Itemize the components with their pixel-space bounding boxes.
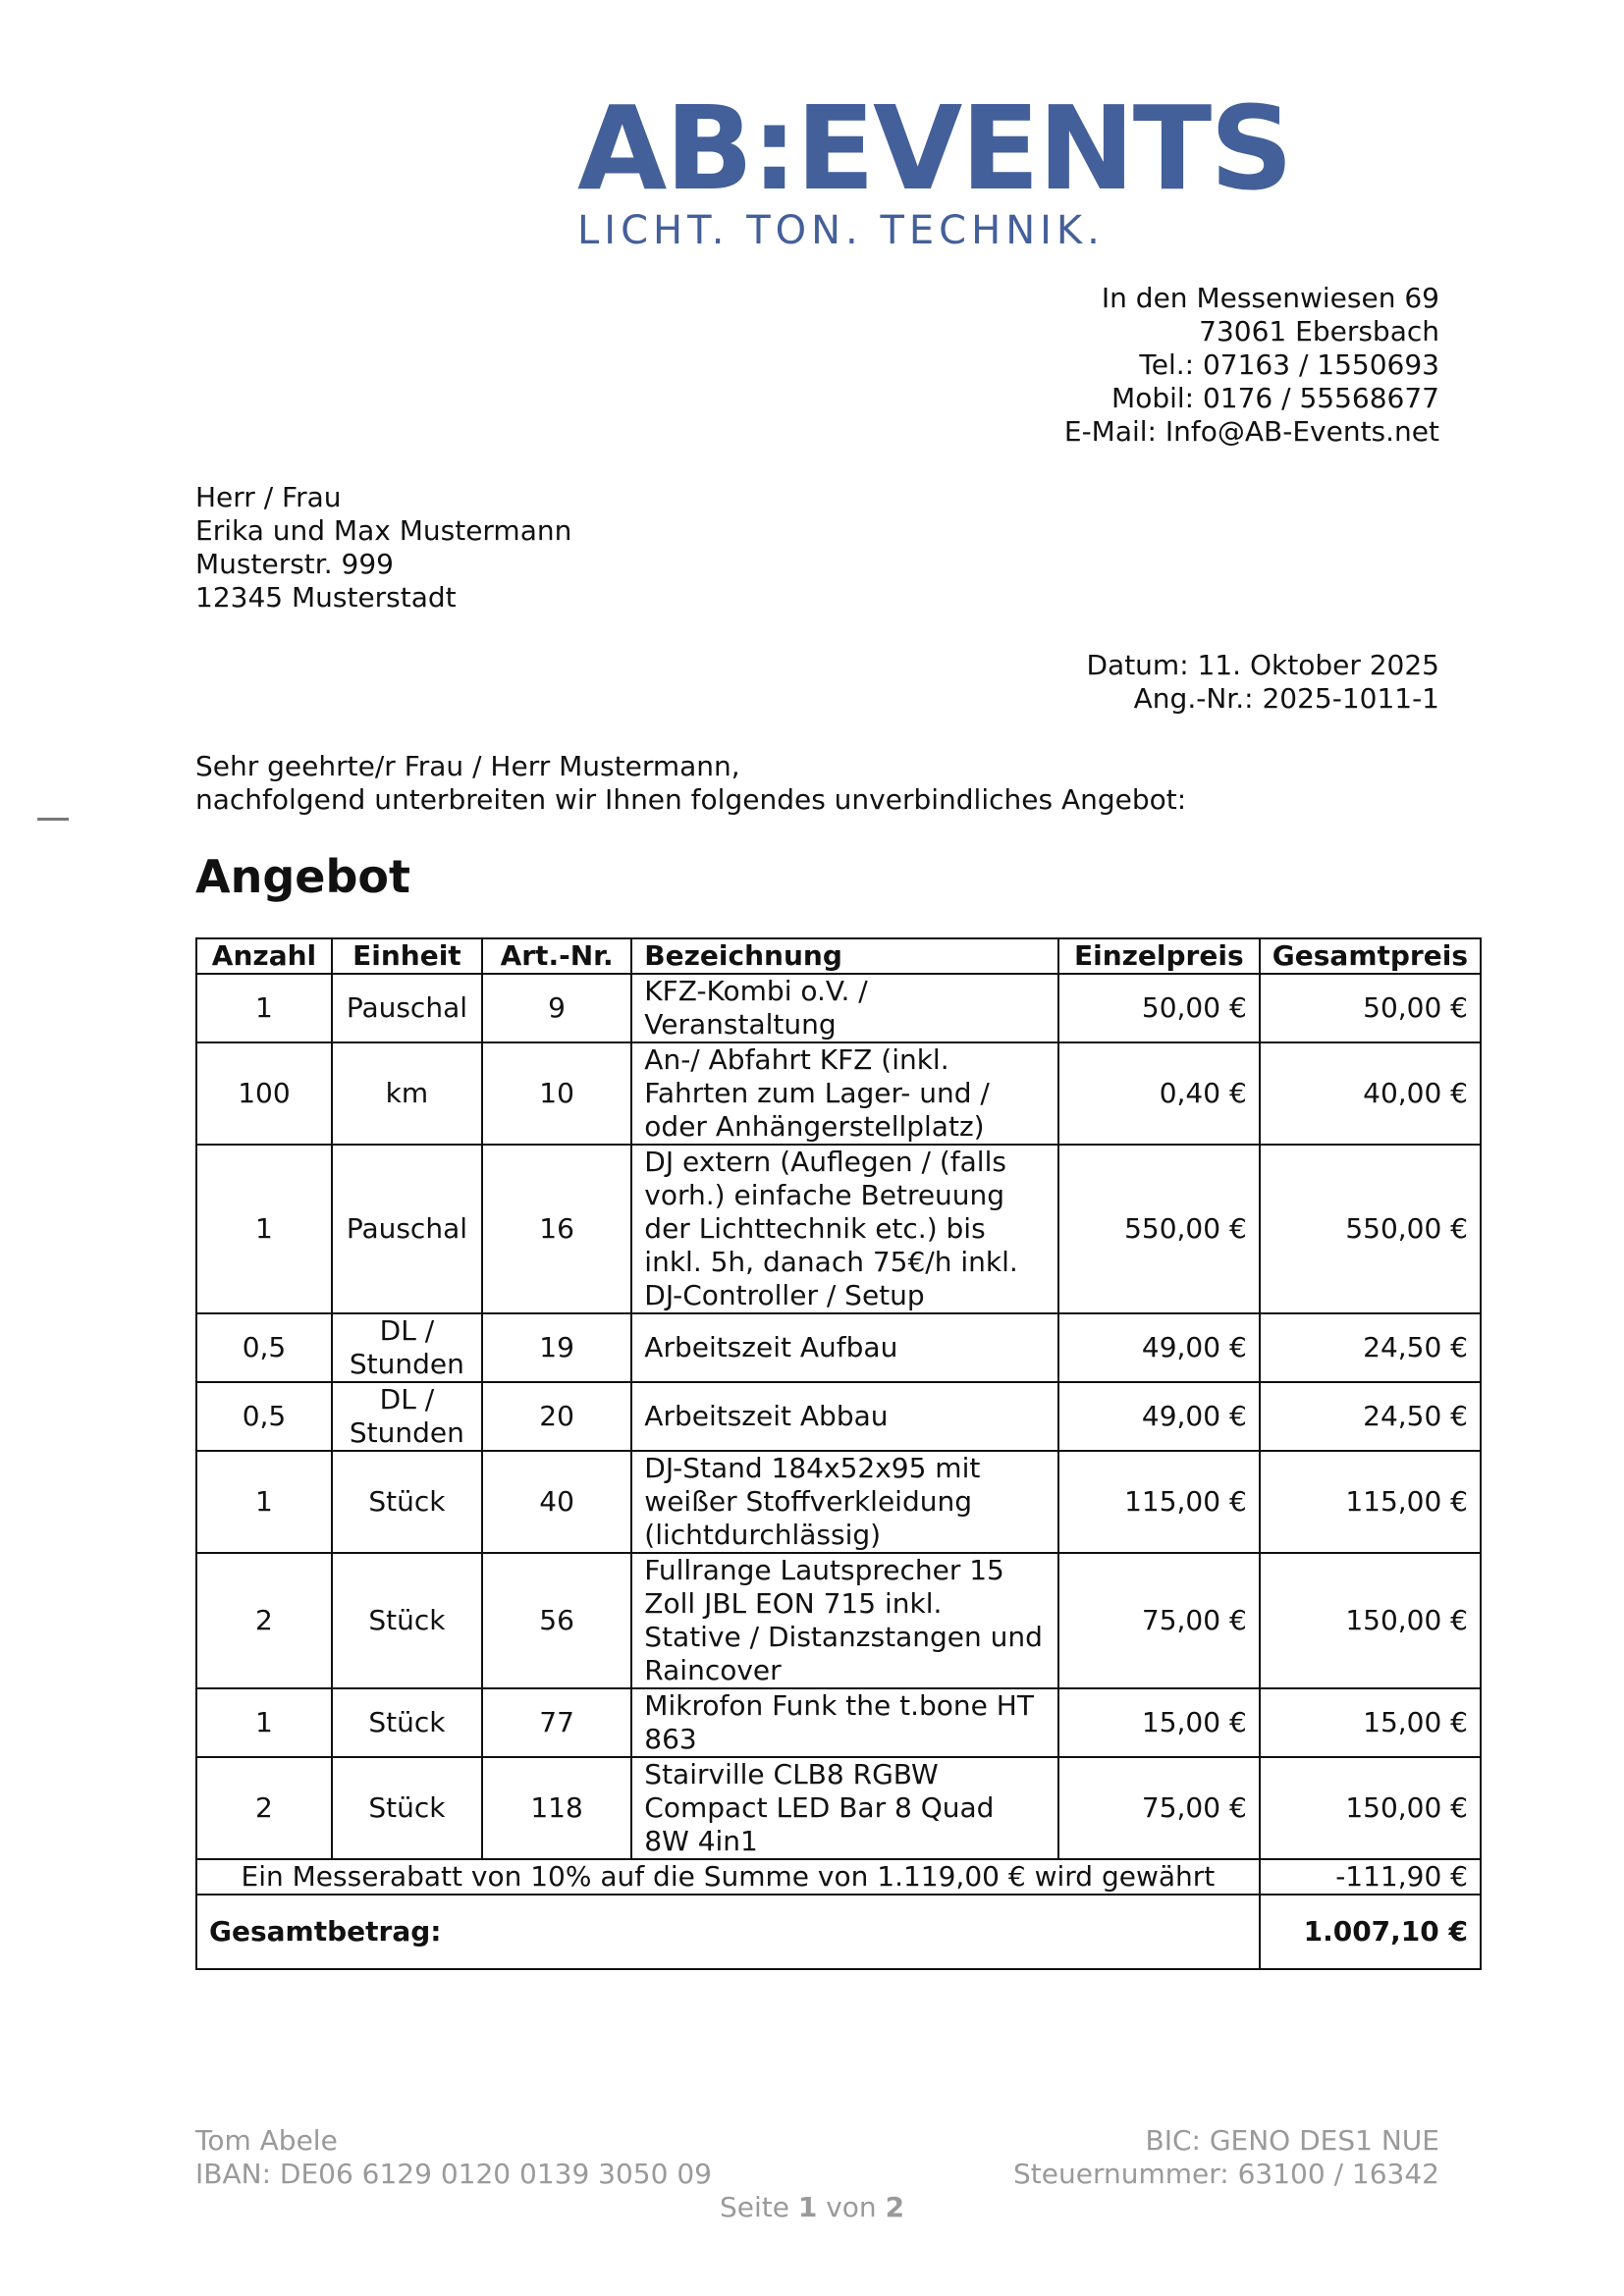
cell-total: 24,50 € [1260, 1382, 1481, 1451]
total-row [196, 1895, 1481, 1969]
cell-price: 49,00 € [1058, 1382, 1260, 1451]
sender-mobile: Mobil: 0176 / 55568677 [1111, 382, 1439, 414]
cell-desc: DJ extern (Auflegen / (falls vorh.) einfache Betreuung der Lichttechnik etc.) bis inkl. 5h, danach 75€/h inkl. DJ-Controller / Setup [631, 1145, 1058, 1313]
cell-art: 40 [482, 1451, 631, 1553]
table-row [196, 1145, 1481, 1313]
page-word: Seite [719, 2191, 789, 2223]
cell-total: 15,00 € [1260, 1688, 1481, 1757]
cell-price: 75,00 € [1058, 1757, 1260, 1859]
footer-left [195, 2124, 712, 2191]
cell-unit: Pauschal [332, 974, 482, 1042]
recipient-name: Erika und Max Mustermann [195, 514, 572, 547]
header-einheit: Einheit [332, 938, 482, 974]
cell-qty: 1 [196, 974, 332, 1042]
cell-total: 150,00 € [1260, 1757, 1481, 1859]
cell-unit: Stück [332, 1757, 482, 1859]
table-row [196, 974, 1481, 1042]
cell-desc: Fullrange Lautsprecher 15 Zoll JBL EON 715 inkl. Stative / Distanzstangen und Raincover [631, 1553, 1058, 1688]
document-title: Angebot [195, 850, 410, 903]
cell-art: 77 [482, 1688, 631, 1757]
recipient-salutation: Herr / Frau [195, 481, 342, 513]
intro-sentence: nachfolgend unterbreiten wir Ihnen folgendes unverbindliches Angebot: [195, 783, 1187, 816]
offer-meta [1086, 649, 1439, 716]
total-label: Gesamtbetrag: [196, 1895, 1260, 1969]
footer-right [1013, 2124, 1439, 2191]
footer-name: Tom Abele [195, 2124, 338, 2157]
cell-price: 0,40 € [1058, 1042, 1260, 1145]
cell-total: 40,00 € [1260, 1042, 1481, 1145]
cell-unit: DL / Stunden [332, 1382, 482, 1451]
cell-desc: Mikrofon Funk the t.bone HT 863 [631, 1688, 1058, 1757]
cell-qty: 2 [196, 1553, 332, 1688]
cell-unit: DL / Stunden [332, 1313, 482, 1382]
cell-price: 75,00 € [1058, 1553, 1260, 1688]
cell-art: 56 [482, 1553, 631, 1688]
header-gesamtpreis: Gesamtpreis [1260, 938, 1481, 974]
fold-mark [37, 818, 69, 821]
offer-number: Ang.-Nr.: 2025-1011-1 [1133, 682, 1439, 715]
table-header-row [196, 938, 1481, 974]
table-row [196, 1688, 1481, 1757]
cell-total: 24,50 € [1260, 1313, 1481, 1382]
discount-value: -111,90 € [1260, 1859, 1481, 1895]
greeting: Sehr geehrte/r Frau / Herr Mustermann, [195, 750, 740, 782]
cell-price: 115,00 € [1058, 1451, 1260, 1553]
cell-unit: Pauschal [332, 1145, 482, 1313]
page-of: von [826, 2191, 877, 2223]
cell-desc: An-/ Abfahrt KFZ (inkl. Fahrten zum Lager- und / oder Anhängerstellplatz) [631, 1042, 1058, 1145]
recipient-street: Musterstr. 999 [195, 548, 394, 580]
footer-tax: Steuernummer: 63100 / 16342 [1013, 2158, 1439, 2190]
logo-wordmark: AB:EVENTS [577, 80, 1292, 216]
table-row [196, 1313, 1481, 1382]
cell-price: 50,00 € [1058, 974, 1260, 1042]
recipient-city: 12345 Musterstadt [195, 581, 457, 614]
header-art-nr: Art.-Nr. [482, 938, 631, 974]
offer-table [195, 937, 1482, 1970]
sender-street: In den Messenwiesen 69 [1101, 282, 1439, 314]
sender-phone: Tel.: 07163 / 1550693 [1139, 348, 1439, 381]
cell-desc: Arbeitszeit Aufbau [631, 1313, 1058, 1382]
cell-total: 50,00 € [1260, 974, 1481, 1042]
offer-date: Datum: 11. Oktober 2025 [1086, 649, 1439, 681]
page-number [0, 2191, 1624, 2223]
cell-qty: 2 [196, 1757, 332, 1859]
cell-price: 49,00 € [1058, 1313, 1260, 1382]
cell-qty: 0,5 [196, 1382, 332, 1451]
cell-qty: 100 [196, 1042, 332, 1145]
header-anzahl: Anzahl [196, 938, 332, 974]
cell-total: 550,00 € [1260, 1145, 1481, 1313]
cell-art: 19 [482, 1313, 631, 1382]
company-logo [577, 80, 1292, 253]
cell-art: 9 [482, 974, 631, 1042]
total-value: 1.007,10 € [1260, 1895, 1481, 1969]
cell-price: 550,00 € [1058, 1145, 1260, 1313]
cell-unit: km [332, 1042, 482, 1145]
footer-bic: BIC: GENO DES1 NUE [1145, 2124, 1439, 2157]
cell-unit: Stück [332, 1451, 482, 1553]
cell-desc: KFZ-Kombi o.V. / Veranstaltung [631, 974, 1058, 1042]
footer-iban: IBAN: DE06 6129 0120 0139 3050 09 [195, 2158, 712, 2190]
table-row [196, 1042, 1481, 1145]
sender-city: 73061 Ebersbach [1199, 315, 1439, 347]
cell-total: 150,00 € [1260, 1553, 1481, 1688]
cell-art: 10 [482, 1042, 631, 1145]
table-row [196, 1382, 1481, 1451]
cell-art: 20 [482, 1382, 631, 1451]
intro-text [195, 750, 1186, 817]
header-einzelpreis: Einzelpreis [1058, 938, 1260, 974]
cell-art: 118 [482, 1757, 631, 1859]
table-row [196, 1757, 1481, 1859]
header-bezeichnung: Bezeichnung [631, 938, 1058, 974]
cell-qty: 1 [196, 1145, 332, 1313]
cell-unit: Stück [332, 1553, 482, 1688]
table-row [196, 1553, 1481, 1688]
cell-unit: Stück [332, 1688, 482, 1757]
recipient-address [195, 481, 571, 614]
cell-price: 15,00 € [1058, 1688, 1260, 1757]
sender-address [1064, 282, 1439, 449]
cell-desc: Arbeitszeit Abbau [631, 1382, 1058, 1451]
page-total: 2 [885, 2191, 905, 2223]
cell-total: 115,00 € [1260, 1451, 1481, 1553]
cell-desc: DJ-Stand 184x52x95 mit weißer Stoffverkleidung (lichtdurchlässig) [631, 1451, 1058, 1553]
page-current: 1 [797, 2191, 818, 2223]
cell-art: 16 [482, 1145, 631, 1313]
cell-desc: Stairville CLB8 RGBW Compact LED Bar 8 Quad 8W 4in1 [631, 1757, 1058, 1859]
sender-email: E-Mail: Info@AB-Events.net [1063, 415, 1439, 448]
discount-label: Ein Messerabatt von 10% auf die Summe von 1.119,00 € wird gewährt [196, 1859, 1260, 1895]
cell-qty: 0,5 [196, 1313, 332, 1382]
table-row [196, 1451, 1481, 1553]
logo-tagline: LICHT. TON. TECHNIK. [577, 208, 1105, 253]
discount-row [196, 1859, 1481, 1895]
cell-qty: 1 [196, 1688, 332, 1757]
cell-qty: 1 [196, 1451, 332, 1553]
